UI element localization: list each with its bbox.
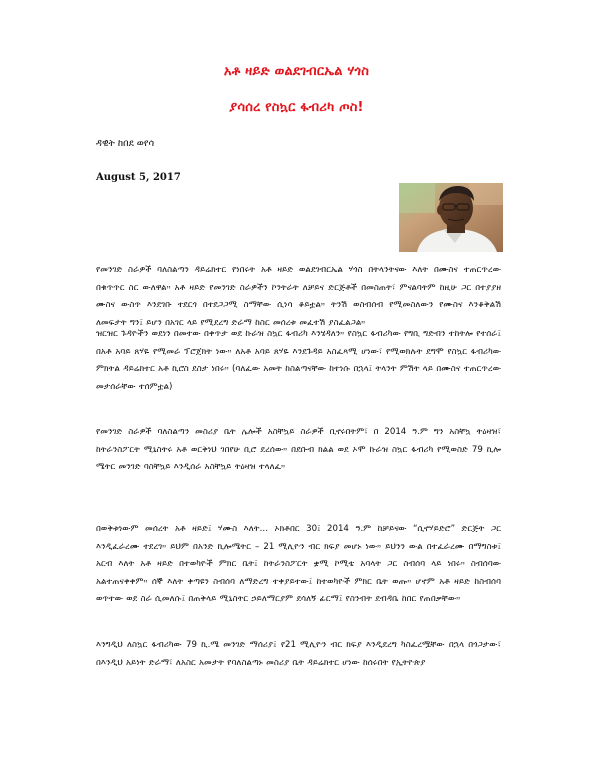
author-byline: ዳዊት ከበደ ወየሳ <box>96 138 155 149</box>
portrait-photo <box>399 183 503 252</box>
paragraph-3: የመንገድ ስራዎች ባለስልጣን መስሪያ ቤት ሌሎች አስቸኳይ ስራዎች ቢኖሩበትም፣ በ 2014 ዓ.ም ግን አስቸኳ ትዕዛዝ፣ ከትራንስፖርት ሚኒስትሩ አቶ ወርቅነህ ገበየሁ ቢሮ ደረሰው። በደቡብ ክልል ወደ ኦሞ ኩራዝ ስኳር ፋብሪካ የሚወስድ 79 ኪሎ ሜትር መንገድ ባስቸኳይ እንዲሰራ አስቸኳይ ትዕዛዝ ተላለፈ። <box>96 427 501 472</box>
publish-date: August 5, 2017 <box>96 172 181 183</box>
paragraph-5: እንግዲህ ለስኳር ፋብሪካው 79 ኪ.ሜ መንገድ ማሰሪያ፤ የ21 ሚሊዮን ብር ክፍያ እንዲደረግ ካስፈረሟቸው በኋላ በጎጋታው፣ በእንዲህ አይነት ድራማ፣ ለአስር አመታት የባለስልጣኑ መስሪያ ቤት ዳይሬክተር ሆነው ከሰሩበት የኢትዮጵያ <box>96 640 501 668</box>
paragraph-1: የመንገድ ስራዎች ባለስልጣን ዳይሬክተር የነበሩት አቶ ዛይድ ወልደገብርኤል ሃጎስ በትላንትናው እለት በሙስና ተጠርጥረው በቁጥጥር ስር ውለዋል። አቶ ዛይድ የመንገድ ስራዎችን ኮንትራት ለቻይና ድርጅቶች በመስጠት፣ ምናልባትም ከዚሁ ጋር በተያያዘ ሙስና ውስጥ እንደገቡ ተደርጎ በተደጋጋሚ ስማቸው ሲነሳ ቆይቷል። ትንሽ ወስብሰብ የሚመስለውን የሙስና እንቆቅልሽ ለመፍታት ግን፤ ይሆን በአገር ላይ የሚደረግ ድራማ ከስር መሰረቱ መፈተሽ ያስፈልጋል። <box>96 265 501 328</box>
document-subtitle: ያሳሰረ የስኳር ፋብሪካ ጦስ! <box>229 100 364 115</box>
document-title: አቶ ዛይድ ወልደገብርኤል ሃጎስ <box>223 64 370 79</box>
paragraph-4: በወቅቱነውም መሰረት አቶ ዛይድ፤ ሃሙስ እለት… ኦክቶበር 30፤ 2014 ዓ.ም ከቻይናው “ሲኖሃይድሮ” ድርጅት ጋር እንዲፈራረሙ ተደረገ። ይህም በአንድ ኪሎሜትር – 21 ሚሊዮን ብር ክፍያ መሆኑ ነው። ይህንን ውል በተፈራረሙ በማግስቱ፤ አርብ እለት አቶ ዛይድ በተወካዮች ምክር ቤት፤ ከትራንስፖርት ቋሚ ኮሚቴ አባላት ጋር ስብሰባ ላይ ነበሩ። ስብሰባው አልተጠናቀቀም። ሰኞ እለት ቀጣዩን ስብሰባ ለማድረግ ተቀያይተው፤ ከተወካዮች ምክር ቤት ወጡ። ሆኖም አቶ ዛይድ ከስብሰባ ወጥተው ወደ ስራ ሲመለሱ፤ በጠቅላይ ሚኒስትር ኃይለማርያም ደሳለኝ ፊርማ፤ የስንብት ደብዳቤ ከበር የጠበቃቸው። <box>96 524 501 604</box>
paragraph-2: ዝርዝር ጉዳዮችን ወደነን በመተው በቀጥታ ወደ ኩራዝ ስኳር ፋብሪካ እንሄዳለን። የስኳር ፋብሪካው የግቢ ግድብን ተከትሎ የተሰራ፤ በአቶ አባይ ጸሃዬ የሚመራ ፕሮጀክት ነው። ለአቶ አባይ ጸሃዬ እንደጉዳይ አስፈጻሚ ሆነው፣ የሚወክሉት ደግሞ የስኳር ፋብሪካው ምክትል ዳይሬክተር አቶ ኪሮስ ደስታ ነበሩ። (ባለፈው አመት ከስልጣናቸው ከተነሱ በኋላ፤ ትላንት ምሽት ላይ በሙስና ተጠርጥረው መታሰራቸው ተሰምቷል) <box>96 329 501 392</box>
